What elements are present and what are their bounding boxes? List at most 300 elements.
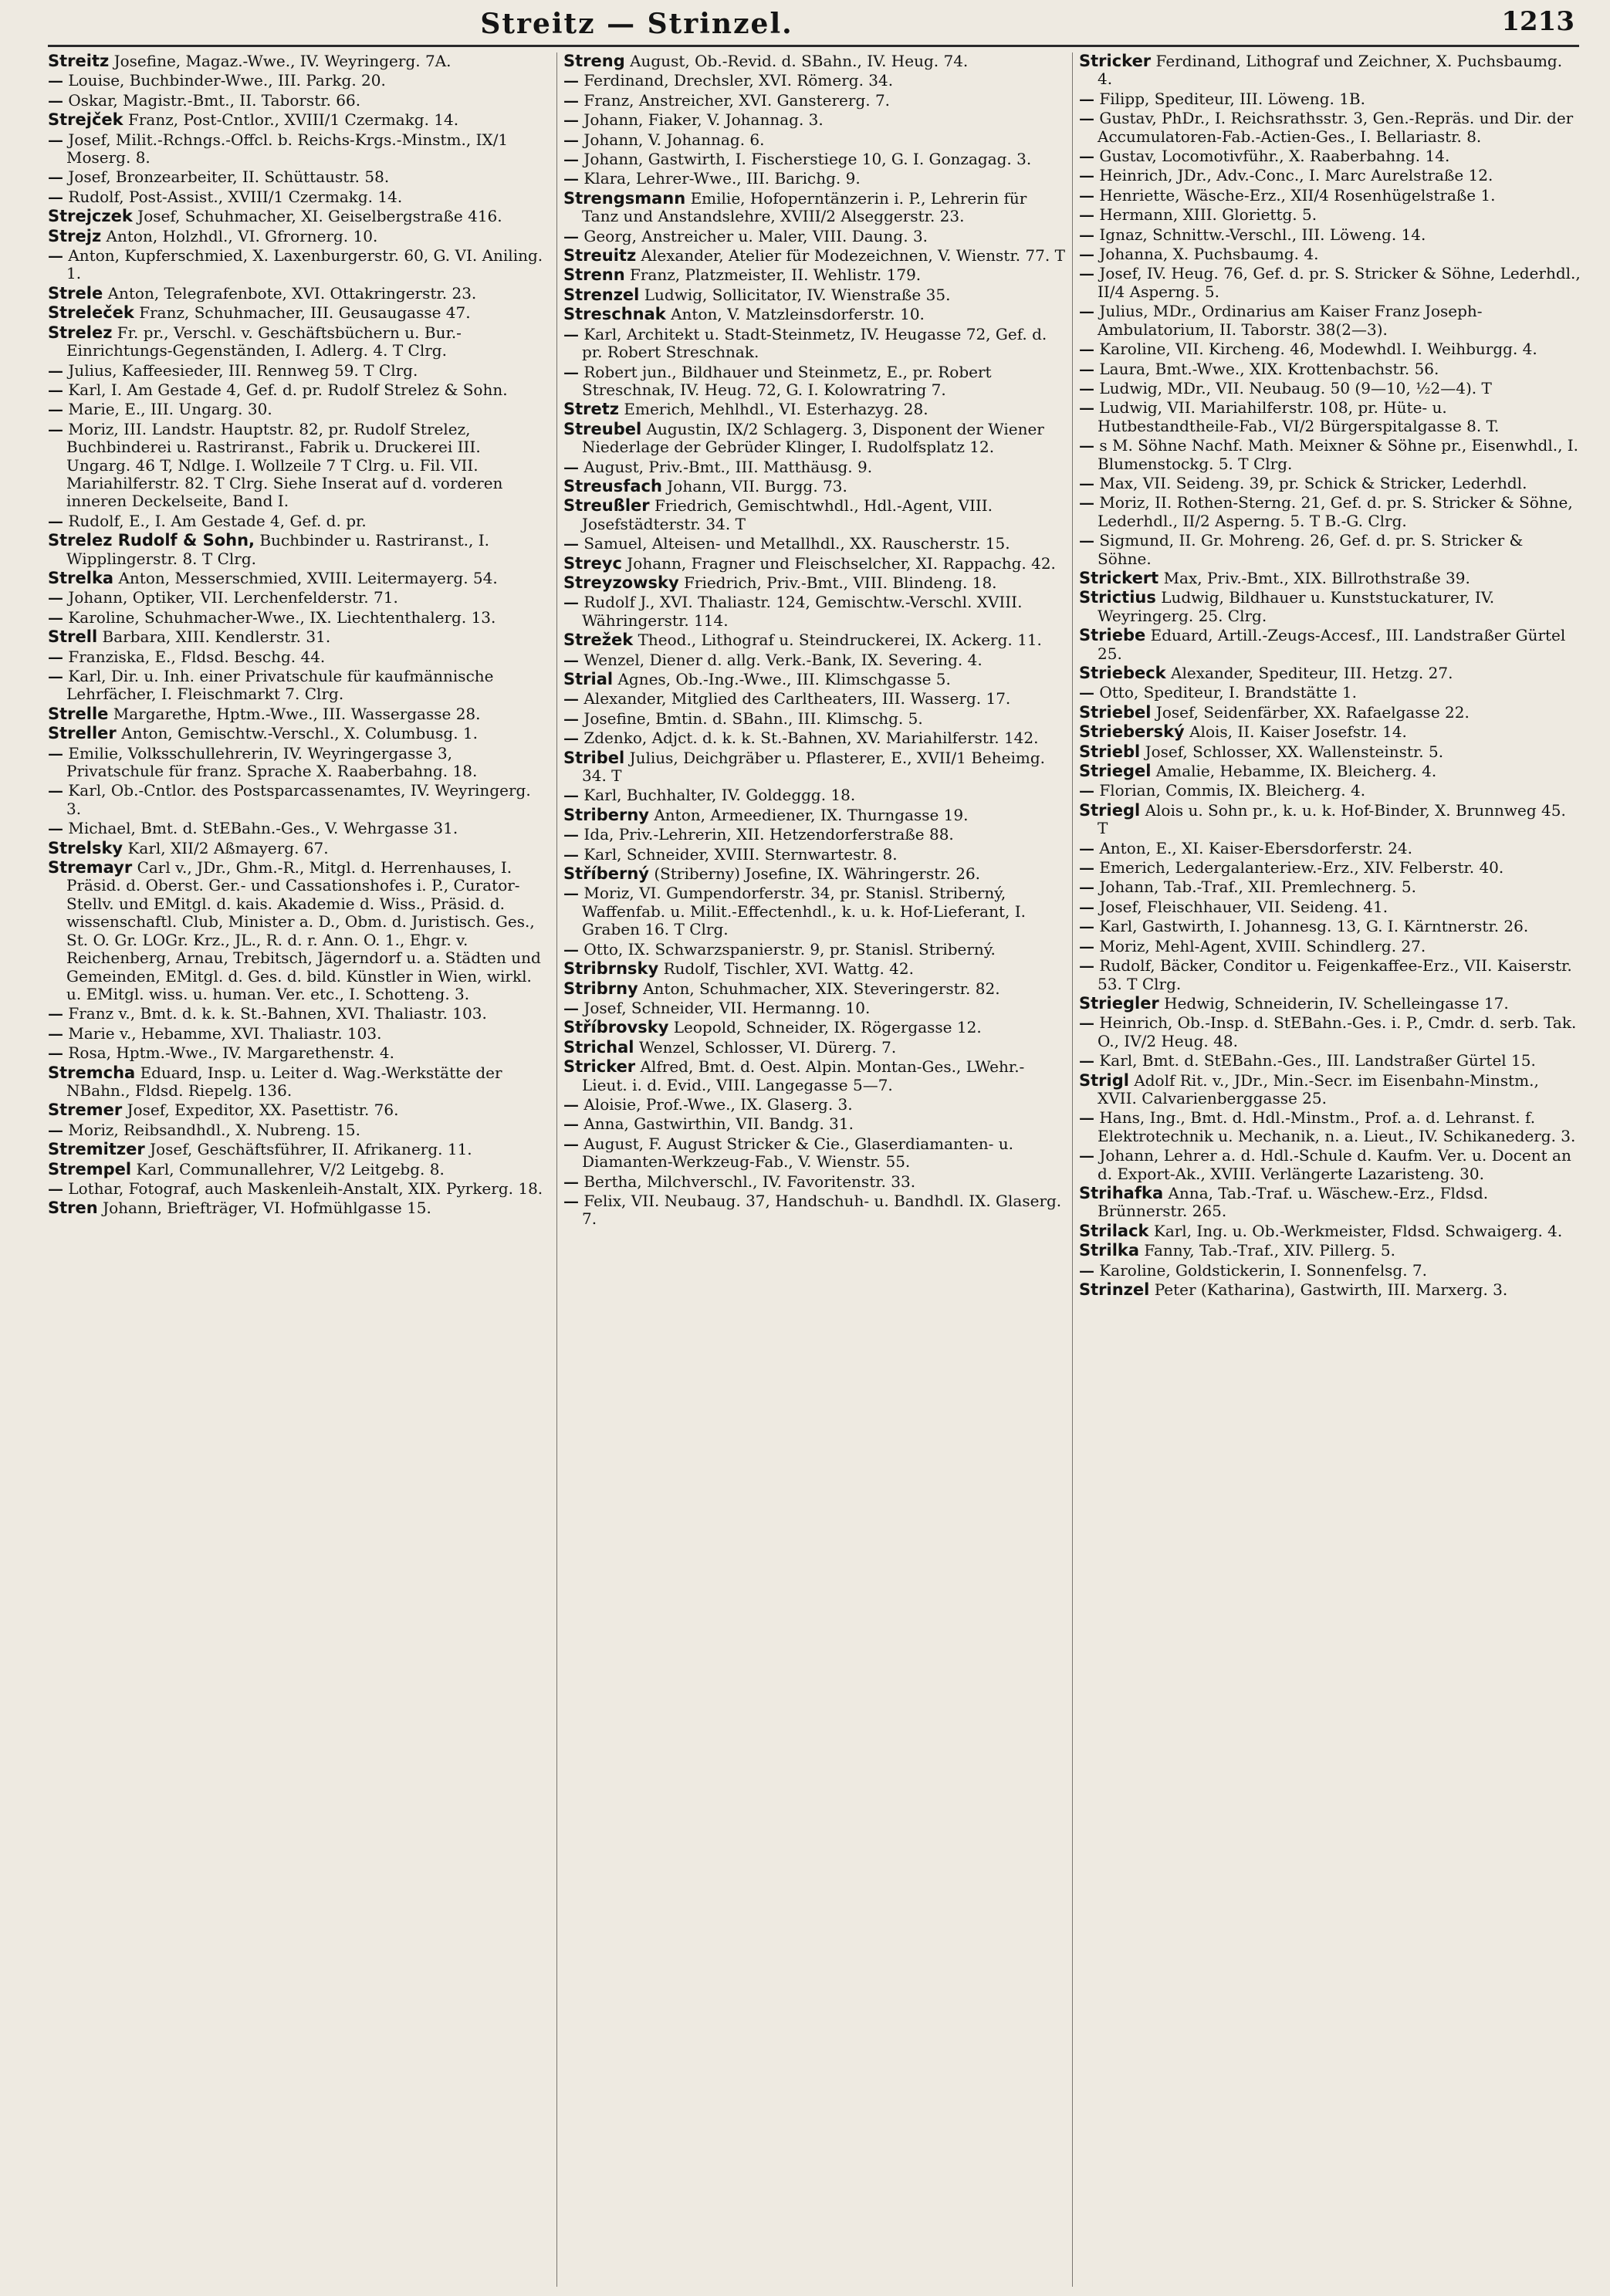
entry-details: Karl, Communallehrer, V/2 Leitgebg. 8. — [136, 1159, 445, 1178]
directory-entry — [563, 1096, 1065, 1114]
directory-entry — [48, 628, 550, 646]
directory-entry — [563, 92, 1065, 110]
entry-details: Carl v., JDr., Ghm.-R., Mitgl. d. Herrenhauses, I. Präsid. d. Oberst. Ger.- und Cassationshofes i. P., Curator-Stellv. und EMitgl. d. kais. Akademie d. Wiss., Präsid. d. wissenschaftl. Club, Minister a. D., Obm. d. Juristisch. Ges., St. O. Gr. LOGr. Krz., JL., R. d. r. Ann. O. 1., Ehgr. v. Reichenberg, Arnau, Trebitsch, Jägerndorf u. a. Städten und Gemeinden, EMitgl. d. Ges. d. bild. Künstler in Wien, wirkl. u. EMitgl. wiss. u. human. Ver. etc., I. Schotteng. 3. — [66, 858, 541, 1003]
entry-surname: Strempel — [48, 1159, 132, 1178]
entry-surname: Strinzel — [1079, 1280, 1150, 1299]
entry-details: Theod., Lithograf u. Steindruckerei, IX. Ackerg. 11. — [638, 631, 1042, 650]
column-3 — [1079, 52, 1581, 2287]
entry-details: Anton, Schuhmacher, XIX. Steveringerstr. 82. — [643, 979, 1000, 998]
ditto-dash: — — [1079, 1260, 1094, 1280]
directory-entry — [48, 1161, 550, 1178]
entry-surname: Striebe — [1079, 626, 1146, 645]
directory-entry — [1079, 589, 1581, 625]
directory-entry — [1079, 303, 1581, 339]
ditto-dash: — — [48, 781, 63, 800]
entry-details: August, Priv.-Bmt., III. Matthäusg. 9. — [583, 457, 873, 476]
directory-entry — [563, 1192, 1065, 1229]
directory-entry — [563, 1173, 1065, 1191]
column-1 — [48, 52, 550, 2287]
directory-entry — [1079, 110, 1581, 146]
directory-entry — [1079, 494, 1581, 530]
entry-details: Zdenko, Adjct. d. k. k. St.-Bahnen, XV. Mariahilferstr. 142. — [583, 729, 1039, 748]
directory-entry — [563, 72, 1065, 90]
ditto-dash: — — [1079, 683, 1094, 702]
ditto-dash: — — [48, 187, 63, 206]
directory-entry — [1079, 1262, 1581, 1280]
ditto-dash: — — [48, 400, 63, 419]
directory-entry — [1079, 206, 1581, 224]
entry-surname: Streubel — [563, 419, 642, 438]
directory-entry — [563, 941, 1065, 959]
entry-details: Franziska, E., Fldsd. Beschg. 44. — [68, 647, 326, 666]
ditto-dash: — — [1079, 1051, 1094, 1070]
entry-details: Alois u. Sohn pr., k. u. k. Hof-Binder, X. Brunnweg 45. T — [1098, 800, 1566, 838]
column-divider — [556, 52, 557, 2287]
directory-entry — [1079, 532, 1581, 568]
ditto-dash: — — [563, 689, 579, 708]
directory-entry — [563, 326, 1065, 362]
directory-entry — [563, 1115, 1065, 1133]
directory-entry — [563, 786, 1065, 804]
entry-details: Robert jun., Bildhauer und Steinmetz, E., pr. Robert Streschnak, IV. Heug. 72, G. I. Kolowratring 7. — [582, 362, 992, 399]
directory-entry — [563, 497, 1065, 533]
ditto-dash: — — [1079, 473, 1094, 492]
directory-entry — [48, 72, 550, 90]
entry-surname: Streitz — [48, 52, 110, 70]
entry-surname: Striegel — [1079, 762, 1152, 781]
ditto-dash: — — [48, 647, 63, 666]
directory-entry — [48, 725, 550, 742]
entry-surname: Strele — [48, 283, 103, 303]
ditto-dash: — — [563, 226, 579, 245]
directory-entry — [563, 631, 1065, 649]
entry-details: Moriz, Reibsandhdl., X. Nubreng. 15. — [68, 1120, 360, 1139]
directory-entry — [1079, 664, 1581, 682]
entry-surname: Streuitz — [563, 246, 637, 265]
entry-details: Josefine, Bmtin. d. SBahn., III. Klimschg. 5. — [583, 708, 923, 728]
entry-details: Ferdinand, Drechsler, XVI. Römerg. 34. — [583, 71, 894, 90]
entry-surname: Strenzel — [563, 285, 640, 304]
directory-entry — [48, 324, 550, 360]
ditto-dash: — — [1079, 858, 1094, 877]
page-number: 1213 — [1501, 6, 1574, 37]
directory-entry — [563, 960, 1065, 978]
ditto-dash: — — [563, 1094, 579, 1114]
directory-entry — [1079, 1014, 1581, 1050]
directory-entry — [563, 131, 1065, 149]
entry-surname: Stribel — [563, 748, 625, 767]
directory-entry — [48, 512, 550, 530]
entry-details: Johann, Gastwirth, I. Fischerstiege 10, G. I. Gonzagag. 3. — [583, 150, 1032, 169]
directory-entry — [48, 401, 550, 418]
entry-details: Josef, Schneider, VII. Hermanng. 10. — [583, 998, 871, 1017]
ditto-dash: — — [563, 534, 579, 553]
ditto-dash: — — [563, 324, 579, 343]
ditto-dash: — — [563, 130, 579, 149]
directory-entry — [563, 111, 1065, 129]
ditto-dash: — — [48, 1043, 63, 1063]
entry-details: Johanna, X. Puchsbaumg. 4. — [1099, 245, 1319, 264]
page-title: Streitz — Strinzel. — [480, 8, 793, 40]
entry-surname: Strilack — [1079, 1221, 1149, 1240]
entry-details: Anna, Tab.-Traf. u. Wäschew.-Erz., Fldsd. Brünnerstr. 265. — [1098, 1183, 1489, 1221]
entry-details: Anna, Gastwirthin, VII. Bandg. 31. — [583, 1114, 854, 1134]
ditto-dash: — — [48, 1023, 63, 1043]
directory-entry — [48, 705, 550, 723]
entry-details: Josef, Expeditor, XX. Pasettistr. 76. — [127, 1101, 399, 1120]
entry-surname: Streusfach — [563, 476, 662, 495]
entry-details: Josef, Bronzearbeiter, II. Schüttaustr. 58. — [68, 167, 390, 187]
entry-details: Hedwig, Schneiderin, IV. Schelleingasse 17. — [1164, 993, 1509, 1013]
ditto-dash: — — [48, 71, 63, 90]
directory-entry — [48, 1044, 550, 1062]
directory-entry — [1079, 226, 1581, 244]
directory-entry — [563, 421, 1065, 457]
directory-entry — [563, 593, 1065, 630]
entry-details: Josefine, Magaz.-Wwe., IV. Weyringerg. 7A. — [113, 52, 452, 70]
entry-surname: Streußler — [563, 496, 650, 516]
entry-details: Rudolf, Tischler, XVI. Wattg. 42. — [663, 959, 914, 979]
entry-details: Karl, Architekt u. Stadt-Steinmetz, IV. Heugasse 72, Gef. d. pr. Robert Streschnak. — [582, 324, 1047, 362]
directory-entry — [48, 859, 550, 1003]
directory-entry — [48, 208, 550, 225]
directory-entry — [1079, 1242, 1581, 1260]
entry-surname: Striebel — [1079, 702, 1152, 722]
directory-entry — [48, 304, 550, 322]
entry-details: Karl, Ob.-Cntlor. des Postsparcassenamtes, IV. Weyringerg. 3. — [66, 781, 531, 818]
directory-entry — [48, 285, 550, 303]
entry-details: Max, VII. Seideng. 39, pr. Schick & Stricker, Lederhdl. — [1099, 473, 1527, 492]
entry-surname: Strickert — [1079, 568, 1159, 587]
directory-entry — [48, 111, 550, 129]
ditto-dash: — — [48, 1120, 63, 1139]
directory-entry — [563, 306, 1065, 323]
entry-surname: Strelez — [48, 323, 113, 342]
entry-details: Karl, Buchhalter, IV. Goldeggg. 18. — [583, 786, 856, 805]
directory-entry — [1079, 763, 1581, 780]
entry-details: Ferdinand, Lithograf und Zeichner, X. Puchsbaumg. 4. — [1098, 52, 1563, 89]
directory-entry — [563, 52, 1065, 70]
ditto-dash: — — [563, 110, 579, 130]
entry-details: Josef, IV. Heug. 76, Gef. d. pr. S. Stricker & Söhne, Lederhdl., II/4 Asperng. 5. — [1098, 264, 1581, 301]
directory-entry — [48, 532, 550, 568]
entry-details: Alois, II. Kaiser Josefstr. 14. — [1189, 722, 1407, 742]
directory-entry — [563, 884, 1065, 938]
directory-entry — [1079, 570, 1581, 587]
directory-entry — [563, 228, 1065, 245]
directory-entry — [1079, 859, 1581, 877]
directory-entry — [563, 999, 1065, 1017]
entry-details: Emerich, Ledergalanteriew.-Erz., XIV. Felberstr. 40. — [1099, 858, 1504, 877]
entry-surname: Stremcha — [48, 1063, 136, 1082]
directory-entry — [563, 651, 1065, 669]
entry-details: Julius, Deichgräber u. Pflasterer, E., XVII/1 Beheimg. 34. T — [582, 748, 1045, 786]
ditto-dash: — — [48, 819, 63, 838]
directory-entry — [1079, 1052, 1581, 1070]
directory-entry — [563, 690, 1065, 708]
directory-entry — [48, 1199, 550, 1217]
column-2 — [563, 52, 1065, 2287]
entry-details: Moriz, Mehl-Agent, XVIII. Schindlerg. 27. — [1099, 936, 1426, 955]
entry-details: Johann, Fiaker, V. Johannag. 3. — [583, 110, 824, 130]
entry-details: Ludwig, VII. Mariahilferstr. 108, pr. Hüte- u. Hutbestandtheile-Fab., VI/2 Bürgerspitalgasse 8. T. — [1098, 398, 1500, 435]
directory-entry — [48, 1025, 550, 1043]
directory-entry — [563, 846, 1065, 864]
ditto-dash: — — [1079, 398, 1094, 418]
directory-entry — [563, 247, 1065, 265]
directory-entry — [563, 806, 1065, 824]
ditto-dash: — — [563, 729, 579, 748]
entry-details: Rudolf J., XVI. Thaliastr. 124, Gemischtw.-Verschl. XVIII. Währingerstr. 114. — [582, 593, 1023, 630]
entry-details: Eduard, Insp. u. Leiter d. Wag.-Werkstätte der NBahn., Fldsd. Riepelg. 136. — [66, 1063, 502, 1100]
ditto-dash: — — [1079, 185, 1094, 205]
directory-entry — [1079, 1072, 1581, 1108]
directory-entry — [1079, 360, 1581, 378]
directory-entry — [48, 589, 550, 607]
header-rule — [48, 45, 1579, 47]
directory-entry — [1079, 898, 1581, 916]
ditto-dash: — — [1079, 147, 1094, 166]
entry-details: Johann, VII. Burgg. 73. — [667, 476, 847, 495]
ditto-dash: — — [48, 1178, 63, 1198]
directory-entry — [1079, 187, 1581, 205]
directory-entry — [48, 131, 550, 167]
ditto-dash: — — [563, 939, 579, 959]
entry-details: Johann, Briefträger, VI. Hofmühlgasse 15. — [103, 1199, 431, 1218]
entry-details: Karl, Dir. u. Inh. einer Privatschule für kaufmännische Lehrfächer, I. Fleischmarkt 7. Clrg. — [66, 667, 494, 704]
entry-details: Friedrich, Priv.-Bmt., VIII. Blindeng. 18. — [684, 573, 997, 592]
entry-details: Henriette, Wäsche-Erz., XII/4 Rosenhügelstraße 1. — [1099, 185, 1496, 205]
entry-details: Ludwig, MDr., VII. Neubaug. 50 (9—10, ½2—4). T — [1099, 378, 1492, 397]
entry-details: Emilie, Volksschullehrerin, IV. Weyringergasse 3, Privatschule für franz. Sprache X. Raaberbahng. 18. — [66, 743, 478, 781]
ditto-dash: — — [563, 362, 579, 381]
ditto-dash: — — [563, 1134, 579, 1153]
directory-entry — [48, 840, 550, 857]
entry-surname: Stříbrovsky — [563, 1018, 669, 1037]
entry-details: Anton, Armeediener, IX. Thurngasse 19. — [654, 805, 969, 824]
ditto-dash: — — [563, 650, 579, 669]
entry-details: Josef, Fleischhauer, VII. Seideng. 41. — [1099, 897, 1388, 916]
directory-entry — [563, 458, 1065, 476]
entry-details: Johann, Lehrer a. d. Hdl.-Schule d. Kaufm. Ver. u. Docent an d. Export-Ak., XVIII. Verlängerte Lazaristeng. 30. — [1098, 1146, 1571, 1183]
directory-entry — [563, 1058, 1065, 1094]
entry-details: Alexander, Atelier für Modezeichnen, V. Wienstr. 77. T — [641, 246, 1065, 265]
entry-details: Peter (Katharina), Gastwirth, III. Marxerg. 3. — [1154, 1280, 1508, 1299]
ditto-dash: — — [1079, 1146, 1094, 1165]
ditto-dash: — — [1079, 897, 1094, 916]
entry-surname: Strengsmann — [563, 188, 686, 208]
entry-details: Lothar, Fotograf, auch Maskenleih-Anstalt, XIX. Pyrkerg. 18. — [68, 1178, 543, 1198]
ditto-dash: — — [563, 844, 579, 864]
ditto-dash: — — [1079, 1108, 1094, 1128]
entry-details: Karoline, VII. Kircheng. 46, Modewhdl. I. Weihburgg. 4. — [1099, 340, 1537, 359]
entry-details: Otto, IX. Schwarzspanierstr. 9, pr. Stanisl. Striberný. — [583, 939, 996, 959]
entry-details: Karl, Gastwirth, I. Johannesg. 13, G. I. Kärntnerstr. 26. — [1099, 917, 1529, 936]
entry-details: Alexander, Mitglied des Carltheaters, III. Wasserg. 17. — [583, 689, 1011, 708]
directory-entry — [1079, 782, 1581, 800]
directory-entry — [1079, 723, 1581, 741]
directory-entry — [1079, 380, 1581, 397]
entry-details: Rosa, Hptm.-Wwe., IV. Margarethenstr. 4. — [68, 1043, 394, 1063]
entry-surname: Stribrnsky — [563, 959, 659, 979]
entry-details: Michael, Bmt. d. StEBahn.-Ges., V. Wehrgasse 31. — [68, 819, 458, 838]
ditto-dash: — — [48, 667, 63, 685]
directory-entry — [48, 745, 550, 781]
entry-surname: Strežek — [563, 631, 634, 650]
ditto-dash: — — [1079, 89, 1094, 108]
entry-surname: Stribrny — [563, 979, 638, 998]
entry-details: Adolf Rit. v., JDr., Min.-Secr. im Eisenbahn-Minstm., XVII. Calvarienberggasse 25. — [1098, 1070, 1539, 1107]
entry-details: Rudolf, Post-Assist., XVIII/1 Czermakg. 14. — [68, 187, 403, 206]
directory-entry — [1079, 743, 1581, 761]
directory-entry — [48, 168, 550, 186]
entry-surname: Streyzowsky — [563, 573, 679, 592]
directory-entry — [563, 710, 1065, 728]
entry-details: Moriz, VI. Gumpendorferstr. 34, pr. Stanisl. Striberný, Waffenfab. u. Milit.-Effectenhdl., k. u. k. Hof-Lieferant, I. Graben 16. T Clrg. — [582, 884, 1026, 939]
entry-details: Josef, Schuhmacher, XI. Geiselbergstraße 416. — [137, 207, 502, 226]
ditto-dash: — — [563, 1172, 579, 1191]
entry-details: Alfred, Bmt. d. Oest. Alpin. Montan-Ges., LWehr.-Lieut. i. d. Evid., VIII. Langegasse 5—7. — [582, 1057, 1025, 1094]
entry-surname: Streleček — [48, 303, 134, 323]
ditto-dash: — — [1079, 531, 1094, 550]
directory-entry — [563, 749, 1065, 786]
entry-details: s M. Söhne Nachf. Math. Meixner & Söhne pr., Eisenwhdl., I. Blumenstockg. 5. T Clrg. — [1098, 436, 1579, 473]
entry-surname: Strichal — [563, 1037, 634, 1057]
entry-details: Anton, V. Matzleinsdorferstr. 10. — [671, 305, 925, 324]
ditto-dash: — — [1079, 956, 1094, 976]
entry-details: Johann, Tab.-Traf., XII. Premlechnerg. 5. — [1099, 877, 1416, 897]
entry-details: Emilie, Hofoperntänzerin i. P., Lehrerin für Tanz und Anstandslehre, XVIII/2 Alseggerstr. 23. — [582, 188, 1027, 226]
directory-entry — [48, 609, 550, 627]
entry-surname: Streller — [48, 724, 117, 743]
directory-entry — [563, 980, 1065, 998]
ditto-dash: — — [1079, 838, 1094, 857]
ditto-dash: — — [1079, 205, 1094, 225]
entry-details: August, Ob.-Revid. d. SBahn., IV. Heug. 74. — [630, 52, 969, 70]
ditto-dash: — — [563, 884, 579, 903]
entry-details: Leopold, Schneider, IX. Rögergasse 12. — [673, 1018, 982, 1037]
entry-details: Ida, Priv.-Lehrerin, XII. Hetzendorferstraße 88. — [583, 825, 954, 844]
entry-details: Josef, Schlosser, XX. Wallensteinstr. 5. — [1145, 742, 1444, 761]
directory-entry — [1079, 1147, 1581, 1183]
entry-details: Karoline, Goldstickerin, I. Sonnenfelsg. 7. — [1099, 1260, 1428, 1280]
entry-details: Anton, Gemischtw.-Verschl., X. Columbusg. 1. — [121, 724, 478, 743]
directory-entry — [48, 228, 550, 245]
column-divider — [1072, 52, 1073, 2287]
entry-details: Heinrich, JDr., Adv.-Conc., I. Marc Aurelstraße 12. — [1099, 166, 1493, 185]
entry-surname: Strell — [48, 627, 98, 647]
entry-details: Moriz, II. Rothen-Sterng. 21, Gef. d. pr. S. Stricker & Söhne, Lederhdl., II/2 Asperng. 5. T B.-G. Clrg. — [1098, 493, 1573, 530]
entry-details: Alexander, Spediteur, III. Hetzg. 27. — [1171, 664, 1453, 682]
ditto-dash: — — [1079, 302, 1094, 321]
ditto-dash: — — [48, 360, 63, 380]
entry-surname: Strenn — [563, 265, 625, 285]
entry-details: Karl, Schneider, XVIII. Sternwartestr. 8. — [583, 844, 898, 864]
entry-details: Anton, E., XI. Kaiser-Ebersdorferstr. 24. — [1099, 838, 1413, 857]
directory-entry — [1079, 1222, 1581, 1240]
directory-entry — [48, 362, 550, 380]
entry-details: Anton, Telegrafenbote, XVI. Ottakringerstr. 23. — [107, 283, 477, 303]
entry-details: Laura, Bmt.-Wwe., XIX. Krottenbachstr. 56. — [1099, 359, 1439, 378]
entry-details: Eduard, Artill.-Zeugs-Accesf., III. Landstraßer Gürtel 25. — [1098, 626, 1566, 663]
entry-surname: Stren — [48, 1199, 98, 1218]
directory-entry — [1079, 1109, 1581, 1145]
directory-entry — [1079, 840, 1581, 857]
entry-surname: Streschnak — [563, 305, 666, 324]
directory-entry — [48, 570, 550, 587]
ditto-dash: — — [48, 511, 63, 530]
entry-surname: Strihafka — [1079, 1183, 1164, 1202]
directory-entry — [563, 826, 1065, 844]
page-header — [0, 0, 1610, 48]
entry-details: Wenzel, Diener d. allg. Verk.-Bank, IX. Severing. 4. — [583, 650, 983, 669]
entry-details: Felix, VII. Neubaug. 37, Handschuh- u. Bandhdl. IX. Glaserg. 7. — [582, 1191, 1062, 1229]
entry-details: Fr. pr., Verschl. v. Geschäftsbüchern u. Bur.-Einrichtungs-Gegenständen, I. Adlerg. 4. T Clrg. — [66, 323, 462, 360]
entry-details: Franz, Schuhmacher, III. Geusaugasse 47. — [139, 303, 471, 323]
directory-entry — [1079, 878, 1581, 896]
directory-entry — [563, 535, 1065, 553]
directory-entry — [1079, 399, 1581, 435]
entry-surname: Streng — [563, 52, 625, 70]
entry-details: Rudolf, Bäcker, Conditor u. Feigenkaffee-Erz., VII. Kaiserstr. 53. T Clrg. — [1098, 956, 1572, 993]
ditto-dash: — — [1079, 936, 1094, 955]
directory-entry — [563, 1039, 1065, 1057]
directory-entry — [48, 648, 550, 666]
ditto-dash: — — [48, 588, 63, 607]
entry-details: Johann, Fragner und Fleischselcher, XI. Rappachg. 42. — [627, 553, 1056, 573]
directory-entry — [1079, 957, 1581, 993]
directory-entry — [563, 266, 1065, 284]
entry-surname: Stricker — [563, 1057, 636, 1077]
ditto-dash: — — [48, 380, 63, 399]
entry-details: Bertha, Milchverschl., IV. Favoritenstr. 33. — [583, 1172, 916, 1191]
directory-entry — [1079, 995, 1581, 1013]
ditto-dash: — — [1079, 781, 1094, 800]
entry-details: Florian, Commis, IX. Bleicherg. 4. — [1099, 781, 1366, 800]
entry-details: (Striberny) Josefine, IX. Währingerstr. 26. — [654, 864, 981, 884]
directory-entry — [563, 478, 1065, 495]
ditto-dash: — — [1079, 436, 1094, 455]
entry-details: Max, Priv.-Bmt., XIX. Billrothstraße 39. — [1163, 568, 1470, 587]
ditto-dash: — — [1079, 378, 1094, 397]
entry-details: Julius, MDr., Ordinarius am Kaiser Franz Joseph-Ambulatorium, II. Taborstr. 38(2—3). — [1098, 302, 1483, 339]
entry-surname: Strelsky — [48, 838, 123, 857]
columns — [48, 52, 1581, 2287]
entry-details: Filipp, Spediteur, III. Löweng. 1B. — [1099, 89, 1365, 108]
entry-surname: Striebl — [1079, 742, 1141, 761]
directory-entry — [48, 92, 550, 110]
entry-details: Anton, Kupferschmied, X. Laxenburgerstr. 60, G. VI. Aniling. 1. — [66, 246, 543, 283]
entry-details: Karl, Ing. u. Ob.-Werkmeister, Fldsd. Schwaigerg. 4. — [1153, 1221, 1563, 1240]
directory-entry — [48, 52, 550, 70]
entry-details: Gustav, PhDr., I. Reichsrathsstr. 3, Gen.-Repräs. und Dir. der Accumulatoren-Fab.-Actien-Ges., I. Bellariastr. 8. — [1098, 109, 1574, 146]
directory-entry — [48, 1121, 550, 1139]
directory-entry — [48, 1101, 550, 1119]
entry-details: Oskar, Magistr.-Bmt., II. Taborstr. 66. — [68, 90, 361, 110]
entry-surname: Stremer — [48, 1101, 123, 1120]
ditto-dash: — — [1079, 1013, 1094, 1033]
entry-details: Barbara, XIII. Kendlerstr. 31. — [102, 627, 331, 647]
directory-entry — [48, 188, 550, 206]
directory-entry — [48, 1180, 550, 1198]
ditto-dash: — — [563, 1191, 579, 1210]
entry-surname: Strilka — [1079, 1241, 1140, 1260]
directory-entry — [563, 574, 1065, 592]
directory-entry — [563, 1019, 1065, 1036]
directory-entry — [563, 190, 1065, 226]
ditto-dash: — — [563, 998, 579, 1017]
directory-entry — [563, 401, 1065, 418]
